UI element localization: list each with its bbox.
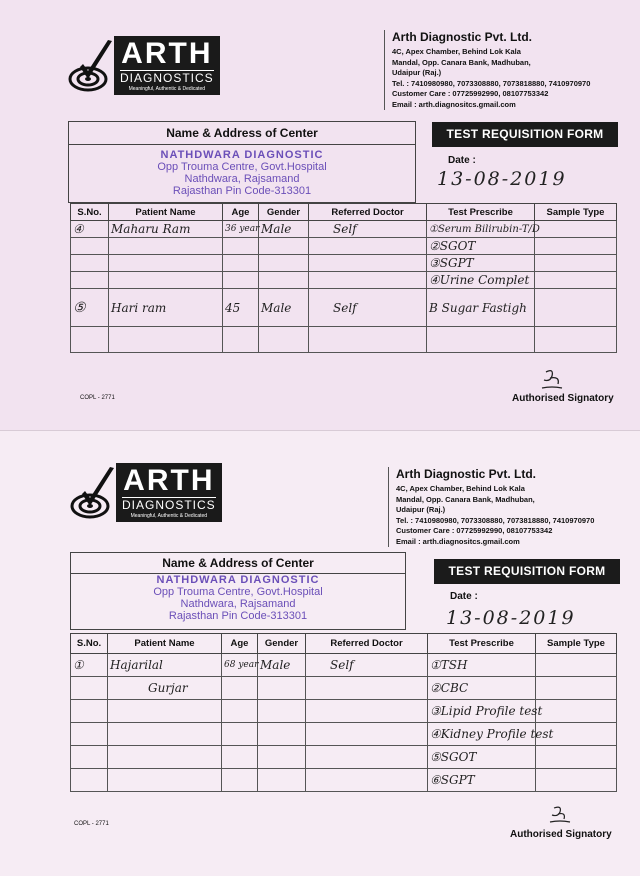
cell-gender — [258, 769, 306, 792]
center-box — [70, 552, 406, 630]
table-row — [71, 289, 617, 327]
cell-patient — [108, 723, 222, 746]
cell-age — [223, 238, 259, 255]
cell-doctor — [309, 272, 427, 289]
cell-sample — [535, 238, 617, 255]
cell-patient — [109, 272, 223, 289]
table-row — [71, 746, 617, 769]
cell-gender — [259, 255, 309, 272]
date-value: 13-08-2019 — [446, 607, 576, 629]
table-row — [71, 654, 617, 677]
cell-gender: Male — [259, 289, 309, 327]
table-row — [71, 272, 617, 289]
col-sno: S.No. — [71, 204, 109, 221]
table-row — [71, 255, 617, 272]
cell-test: ④Kidney Profile test — [428, 723, 536, 746]
form-title: TEST REQUISITION FORM — [432, 122, 618, 147]
cell-sample — [536, 654, 617, 677]
authorised-signatory: Authorised Signatory — [512, 393, 614, 404]
center-address-3: Rajasthan Pin Code-313301 — [172, 185, 312, 197]
logo-sub: DIAGNOSTICS — [120, 71, 214, 85]
requisition-form-1 — [0, 0, 640, 430]
company-name: Arth Diagnostic Pvt. Ltd. — [392, 30, 533, 44]
cell-gender — [258, 723, 306, 746]
table-row — [71, 238, 617, 255]
col-sample-type: Sample Type — [535, 204, 617, 221]
cell-sno — [71, 769, 108, 792]
col-patient-name: Patient Name — [109, 204, 223, 221]
center-address-2: Nathdwara, Rajsamand — [180, 598, 296, 610]
cell-patient: Hajarilal — [108, 654, 222, 677]
cell-age: 45 — [223, 289, 259, 327]
cell-age: 36 year — [223, 221, 259, 238]
company-logo — [70, 463, 222, 522]
company-tel: Tel. : 7410980980, 7073308880, 7073818880, 7410970970 — [396, 515, 595, 525]
target-check-icon — [68, 37, 114, 95]
center-address-3: Rajasthan Pin Code-313301 — [168, 610, 308, 622]
cell-gender — [258, 677, 306, 700]
cell-doctor: Self — [309, 289, 427, 327]
date-value: 13-08-2019 — [437, 168, 567, 190]
date-label: Date : — [450, 591, 478, 602]
col-patient-name: Patient Name — [108, 634, 222, 654]
company-address-1: 4C, Apex Chamber, Behind Lok Kala — [392, 47, 521, 56]
col-test-prescribe: Test Prescribe — [428, 634, 536, 654]
cell-doctor — [306, 700, 428, 723]
company-address-1: 4C, Apex Chamber, Behind Lok Kala — [396, 484, 525, 493]
cell-patient — [108, 769, 222, 792]
company-address-2: Mandal, Opp. Canara Bank, Madhuban, — [396, 494, 535, 504]
table-row — [71, 769, 617, 792]
company-customer-care: Customer Care : 07725992990, 08107753342 — [396, 526, 553, 535]
company-address-3: Udaipur (Raj.) — [392, 68, 442, 77]
requisition-table — [70, 203, 617, 353]
cell-test: ⑤SGOT — [428, 746, 536, 769]
table-row — [71, 327, 617, 353]
col-referred-doctor: Referred Doctor — [306, 634, 428, 654]
logo-brand: ARTH — [121, 37, 213, 70]
logo-wordmark — [116, 463, 222, 522]
col-age: Age — [222, 634, 258, 654]
cell-sno — [71, 700, 108, 723]
cell-sno — [71, 255, 109, 272]
cell-sno — [71, 272, 109, 289]
center-stamp — [71, 574, 405, 622]
col-test-prescribe: Test Prescribe — [427, 204, 535, 221]
cell-gender — [258, 746, 306, 769]
cell-sample — [535, 272, 617, 289]
center-heading: Name & Address of Center — [69, 122, 415, 145]
cell-test: ①Serum Bilirubin-T/D — [427, 221, 535, 238]
cell-sno — [71, 327, 109, 353]
cell-patient: Hari ram — [109, 289, 223, 327]
center-box — [68, 121, 416, 203]
cell-patient — [109, 255, 223, 272]
cell-test: ②SGOT — [427, 238, 535, 255]
cell-age — [222, 746, 258, 769]
copl-code: COPL - 2771 — [74, 821, 109, 827]
col-sample-type: Sample Type — [536, 634, 617, 654]
col-gender: Gender — [259, 204, 309, 221]
cell-sno: ④ — [71, 221, 109, 238]
center-name: NATHDWARA DIAGNOSTIC — [160, 149, 324, 161]
cell-test: ③Lipid Profile test — [428, 700, 536, 723]
cell-gender — [259, 272, 309, 289]
cell-test: ②CBC — [428, 677, 536, 700]
cell-test: ③SGPT — [427, 255, 535, 272]
logo-sub: DIAGNOSTICS — [122, 498, 216, 512]
cell-gender — [259, 238, 309, 255]
col-age: Age — [223, 204, 259, 221]
company-logo — [68, 36, 220, 95]
copl-code: COPL - 2771 — [80, 395, 115, 401]
cell-sample — [536, 677, 617, 700]
cell-patient — [109, 238, 223, 255]
cell-test: ⑥SGPT — [428, 769, 536, 792]
center-address-1: Opp Trouma Centre, Govt.Hospital — [153, 586, 323, 598]
cell-patient — [108, 746, 222, 769]
cell-sno: ① — [71, 654, 108, 677]
company-tel: Tel. : 7410980980, 7073308880, 7073818880, 7410970970 — [392, 78, 591, 88]
requisition-table — [70, 633, 617, 792]
signature-icon — [548, 805, 572, 825]
cell-age — [223, 327, 259, 353]
company-email: Email : arth.diagnositcs.gmail.com — [392, 99, 516, 109]
cell-sample — [536, 746, 617, 769]
cell-doctor: Self — [306, 654, 428, 677]
cell-sample — [536, 769, 617, 792]
center-address-1: Opp Trouma Centre, Govt.Hospital — [157, 161, 327, 173]
cell-age — [222, 769, 258, 792]
cell-age — [222, 723, 258, 746]
cell-gender: Male — [258, 654, 306, 677]
cell-patient: Gurjar — [108, 677, 222, 700]
company-address-2: Mandal, Opp. Canara Bank, Madhuban, — [392, 57, 531, 67]
table-row — [71, 723, 617, 746]
cell-gender — [259, 327, 309, 353]
form-title: TEST REQUISITION FORM — [434, 559, 620, 584]
cell-sample — [535, 289, 617, 327]
col-gender: Gender — [258, 634, 306, 654]
table-header-row — [71, 204, 617, 221]
company-email: Email : arth.diagnositcs.gmail.com — [396, 536, 520, 546]
center-name: NATHDWARA DIAGNOSTIC — [156, 574, 320, 586]
company-details — [388, 467, 594, 547]
cell-doctor: Self — [309, 221, 427, 238]
col-sno: S.No. — [71, 634, 108, 654]
cell-patient: Maharu Ram — [109, 221, 223, 238]
company-details — [384, 30, 590, 110]
cell-sno: ⑤ — [71, 289, 109, 327]
col-referred-doctor: Referred Doctor — [309, 204, 427, 221]
cell-gender — [258, 700, 306, 723]
center-address-2: Nathdwara, Rajsamand — [184, 173, 300, 185]
company-name: Arth Diagnostic Pvt. Ltd. — [396, 467, 537, 481]
logo-tagline: Meaningful, Authentic & Dedicated — [128, 86, 206, 92]
logo-wordmark — [114, 36, 220, 95]
company-customer-care: Customer Care : 07725992990, 08107753342 — [392, 89, 549, 98]
cell-sno — [71, 677, 108, 700]
cell-sno — [71, 238, 109, 255]
cell-doctor — [306, 769, 428, 792]
target-check-icon — [70, 464, 116, 522]
cell-doctor — [306, 746, 428, 769]
cell-sample — [535, 327, 617, 353]
logo-tagline: Meaningful, Authentic & Dedicated — [130, 513, 208, 519]
cell-gender: Male — [259, 221, 309, 238]
table-row — [71, 677, 617, 700]
cell-age — [223, 255, 259, 272]
cell-sno — [71, 746, 108, 769]
table-header-row — [71, 634, 617, 654]
center-stamp — [69, 145, 415, 197]
requisition-form-2 — [0, 430, 640, 876]
signature-icon — [540, 368, 566, 392]
cell-age — [222, 700, 258, 723]
center-heading: Name & Address of Center — [71, 553, 405, 574]
table-row — [71, 700, 617, 723]
cell-doctor — [309, 238, 427, 255]
cell-doctor — [306, 723, 428, 746]
cell-age: 68 year — [222, 654, 258, 677]
cell-patient — [109, 327, 223, 353]
cell-test — [427, 327, 535, 353]
cell-doctor — [309, 327, 427, 353]
cell-test: B Sugar Fastigh — [427, 289, 535, 327]
cell-sample — [535, 221, 617, 238]
cell-age — [222, 677, 258, 700]
date-label: Date : — [448, 155, 476, 166]
cell-sample — [536, 700, 617, 723]
table-row — [71, 221, 617, 238]
company-address-3: Udaipur (Raj.) — [396, 505, 446, 514]
cell-sno — [71, 723, 108, 746]
cell-age — [223, 272, 259, 289]
cell-test: ①TSH — [428, 654, 536, 677]
cell-sample — [535, 255, 617, 272]
cell-test: ④Urine Complet — [427, 272, 535, 289]
authorised-signatory: Authorised Signatory — [510, 829, 612, 840]
cell-doctor — [309, 255, 427, 272]
cell-doctor — [306, 677, 428, 700]
cell-patient — [108, 700, 222, 723]
logo-brand: ARTH — [123, 464, 215, 497]
